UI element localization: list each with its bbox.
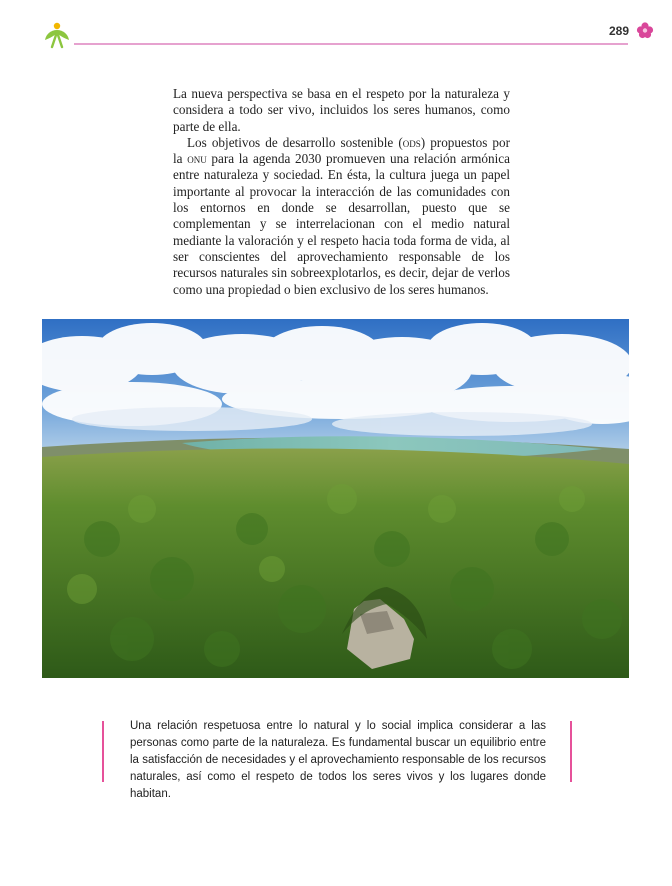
- leaf-figure-icon: [42, 20, 72, 50]
- aerial-jungle-photo: [42, 319, 629, 678]
- abbr-onu: onu: [187, 151, 207, 167]
- abbr-ods: ods: [402, 134, 421, 150]
- main-text: [173, 86, 510, 298]
- caption-bar-left: [102, 721, 104, 782]
- pink-flower-icon: [636, 21, 654, 39]
- paragraph-1: La nueva perspectiva se basa en el respeto por la naturaleza y considera a todo ser vivo, incluidos los seres humanos, como parte de ella.: [173, 86, 510, 134]
- photo-caption: Una relación respetuosa entre lo natural y lo social implica considerar a las personas como parte de la naturaleza. Es fundamental buscar un equilibrio entre la satisfacción de necesidades y el aprovechamiento responsable de los recursos naturales, así como el respeto de todos los seres vivos y los lugares donde habitan.: [130, 720, 546, 800]
- caption-bar-right: [570, 721, 572, 782]
- paragraph-2: Los objetivos de desarrollo sostenible (ods) propuestos por la onu para la agenda 2030 promueven una relación armónica entre naturaleza y sociedad. En ésta, la cultura juega un papel importante al provocar la interacción de las comunidades con los entornos en donde se desarrollan, puesto que se complementan y se interrelacionan con el medio natural mediante la valoración y el respeto hacia toda forma de vida, al ser conscientes del aprovechamiento responsable de los recursos naturales sin sobreexplotarlos, es decir, dejar de verlos como una propiedad o bien exclusivo de los seres humanos.: [173, 134, 510, 297]
- page-number: 289: [609, 24, 630, 38]
- header-rule: [74, 43, 628, 45]
